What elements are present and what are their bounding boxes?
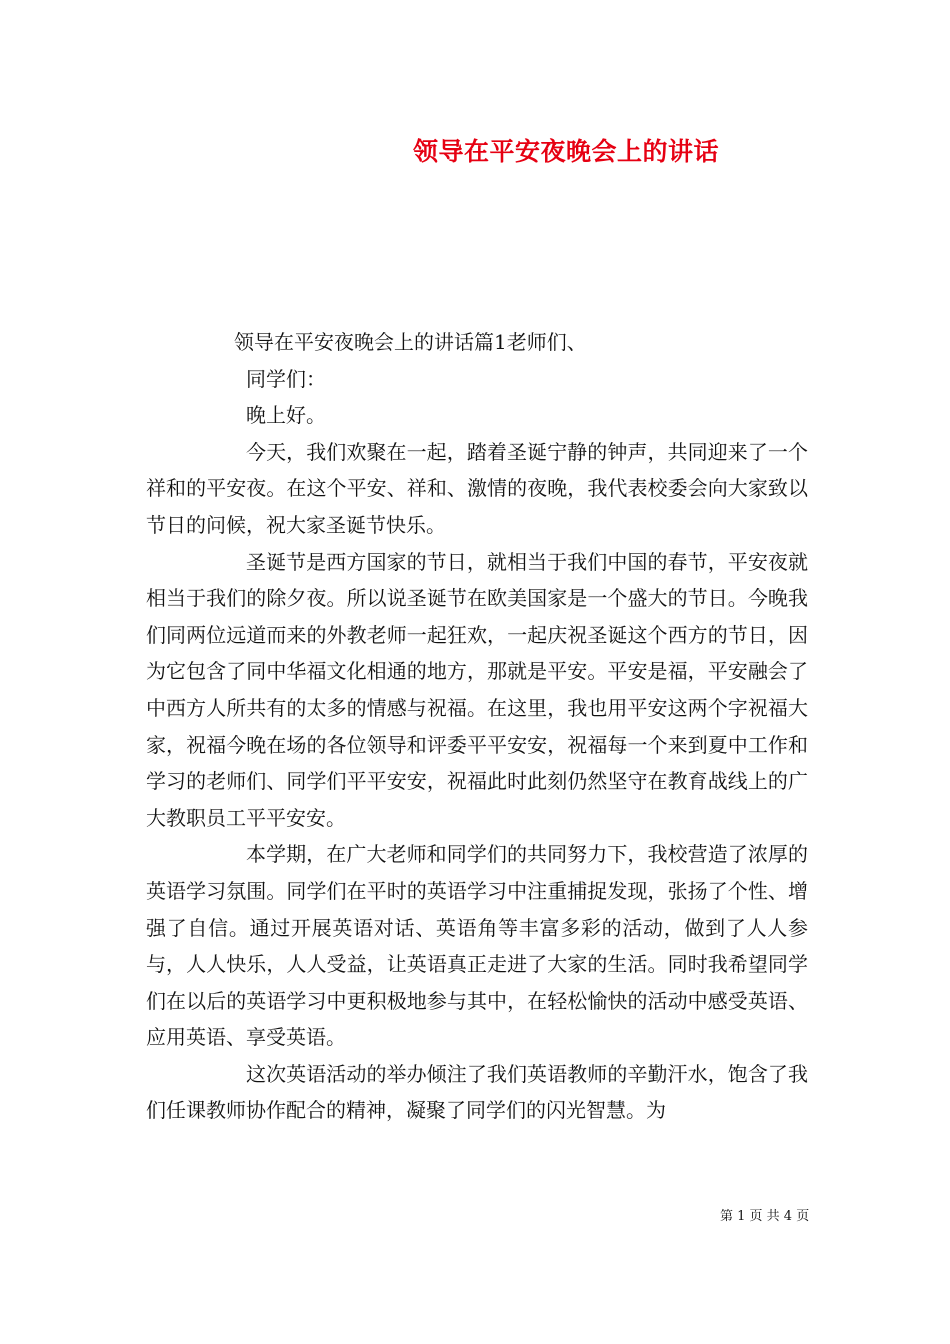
paragraph-body: 本学期，在广大老师和同学们的共同努力下，我校营造了浓厚的英语学习氛围。同学们在平时的英语学习中注重捕捉发现，张扬了个性、增强了自信。通过开展英语对话、英语角等丰富多彩的活动，做到了人人参与，人人快乐，人人受益，让英语真正走进了大家的生活。同时我希望同学们在以后的英语学习中更积极地参与其中，在轻松愉快的活动中感受英语、应用英语、享受英语。	[146, 842, 808, 1050]
paragraph-body: 这次英语活动的举办倾注了我们英语教师的辛勤汗水，饱含了我们任课教师协作配合的精神，凝聚了同学们的闪光智慧。为	[146, 1061, 808, 1123]
page-number: 第 1 页 共 4 页	[720, 1209, 810, 1224]
paragraph-heading: 领导在平安夜晚会上的讲话篇1老师们、	[234, 330, 587, 354]
paragraph-body: 圣诞节是西方国家的节日，就相当于我们中国的春节，平安夜就相当于我们的除夕夜。所以说圣诞节在欧美国家是一个盛大的节日。今晚我们同两位远道而来的外教老师一起狂欢，一起庆祝圣诞这个西方的节日，因为它包含了同中华福文化相通的地方，那就是平安。平安是福，平安融会了中西方人所共有的太多的情感与祝福。在这里，我也用平安这两个字祝福大家，祝福今晚在场的各位领导和评委平平安安，祝福每一个来到夏中工作和学习的老师们、同学们平平安安，祝福此时此刻仍然坚守在教育战线上的广大教职员工平平安安。	[146, 549, 808, 830]
document-body	[146, 324, 808, 1129]
paragraph-body: 今天，我们欢聚在一起，踏着圣诞宁静的钟声，共同迎来了一个祥和的平安夜。在这个平安、祥和、激情的夜晚，我代表校委会向大家致以节日的问候，祝大家圣诞节快乐。	[146, 439, 808, 537]
paragraph-greeting: 晚上好。	[246, 403, 326, 428]
document-title: 领导在平安夜晚会上的讲话	[413, 137, 720, 166]
paragraph-salutation: 同学们：	[246, 366, 326, 391]
